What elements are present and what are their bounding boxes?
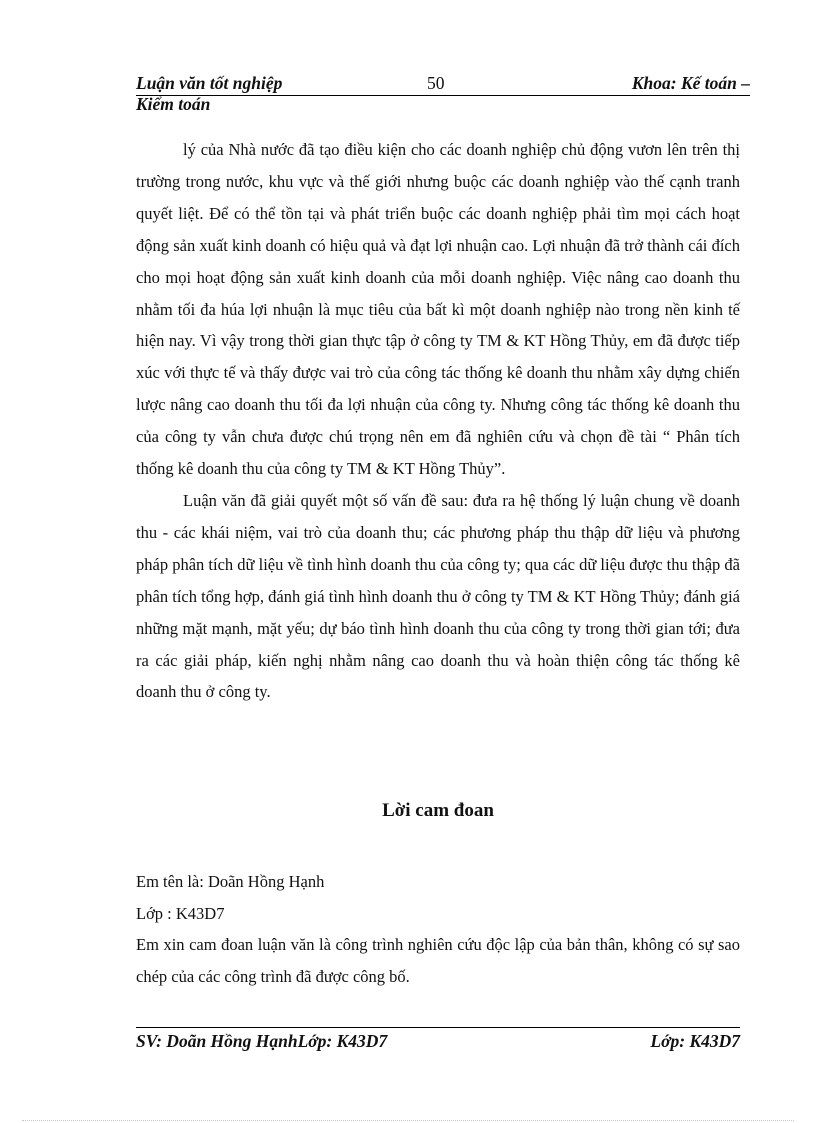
body-paragraph-2: Luận văn đã giải quyết một số vấn đề sau: đưa ra hệ thống lý luận chung về doanh thu - các khái niệm, vai trò của doanh thu; các phương pháp thu thập dữ liệu và phương pháp phân tích dữ liệu về tình hình doanh thu của công ty; qua các dữ liệu được thu thập đã phân tích tổng hợp, đánh giá tình hình doanh thu ở công ty TM & KT Hồng Thủy; đánh giá những mặt mạnh, mặt yếu; dự báo tình hình doanh thu của công ty trong thời gian tới; đưa ra các giải pháp, kiến nghị nhằm nâng cao doanh thu và hoàn thiện công tác thống kê doanh thu ở công ty. [136,490,740,702]
header-department: Khoa: Kế toán – [631,73,750,93]
page-header [136,73,750,95]
declaration-name: Em tên là: Doãn Hồng Hạnh [136,872,325,891]
page-edge-divider [22,1120,794,1121]
page-footer [136,1031,740,1053]
body-text [136,134,740,708]
footer-student: SV: Doãn Hồng HạnhLớp: K43D7 [136,1031,388,1051]
footer-rule [136,1027,740,1028]
header-department-continued: Kiểm toán [136,94,211,114]
declaration-heading: Lời cam đoan [382,800,494,821]
body-paragraph-1: lý của Nhà nước đã tạo điều kiện cho các doanh nghiệp chủ động vươn lên trên thị trường trong nước, khu vực và thế giới nhưng buộc các doanh nghiệp vào thế cạnh tranh quyết liệt. Để có thể tồn tại và phát triển buộc các doanh nghiệp phải tìm mọi cách hoạt động sản xuất kinh doanh có hiệu quả và đạt lợi nhuận cao. Lợi nhuận đã trở thành cái đích cho mọi hoạt động sản xuất kinh doanh của mỗi doanh nghiệp. Việc nâng cao doanh thu nhằm tối đa húa lợi nhuận là mục tiêu của bất kì một doanh nghiệp nào trong nền kinh tế hiện nay. Vì vậy trong thời gian thực tập ở công ty TM & KT Hồng Thủy, em đã được tiếp xúc với thực tế và thấy được vai trò của công tác thống kê doanh thu nhằm xây dựng chiến lược nâng cao doanh thu tối đa lợi nhuận của công ty. Nhưng công tác thống kê doanh thu của công ty vẫn chưa được chú trọng nên em đã nghiên cứu và chọn đề tài “ Phân tích thống kê doanh thu của công ty TM & KT Hồng Thủy”. [136,140,740,479]
footer-class: Lớp: K43D7 [650,1031,740,1051]
declaration-block [136,866,740,992]
declaration-class: Lớp : K43D7 [136,903,225,923]
declaration-statement: Em xin cam đoan luận văn là công trình nghiên cứu độc lập của bản thân, không có sự sao chép của các công trình đã được công bố. [136,935,740,986]
header-thesis-title: Luận văn tốt nghiệp [136,73,283,93]
header-rule [136,95,750,96]
page-number: 50 [427,73,445,93]
